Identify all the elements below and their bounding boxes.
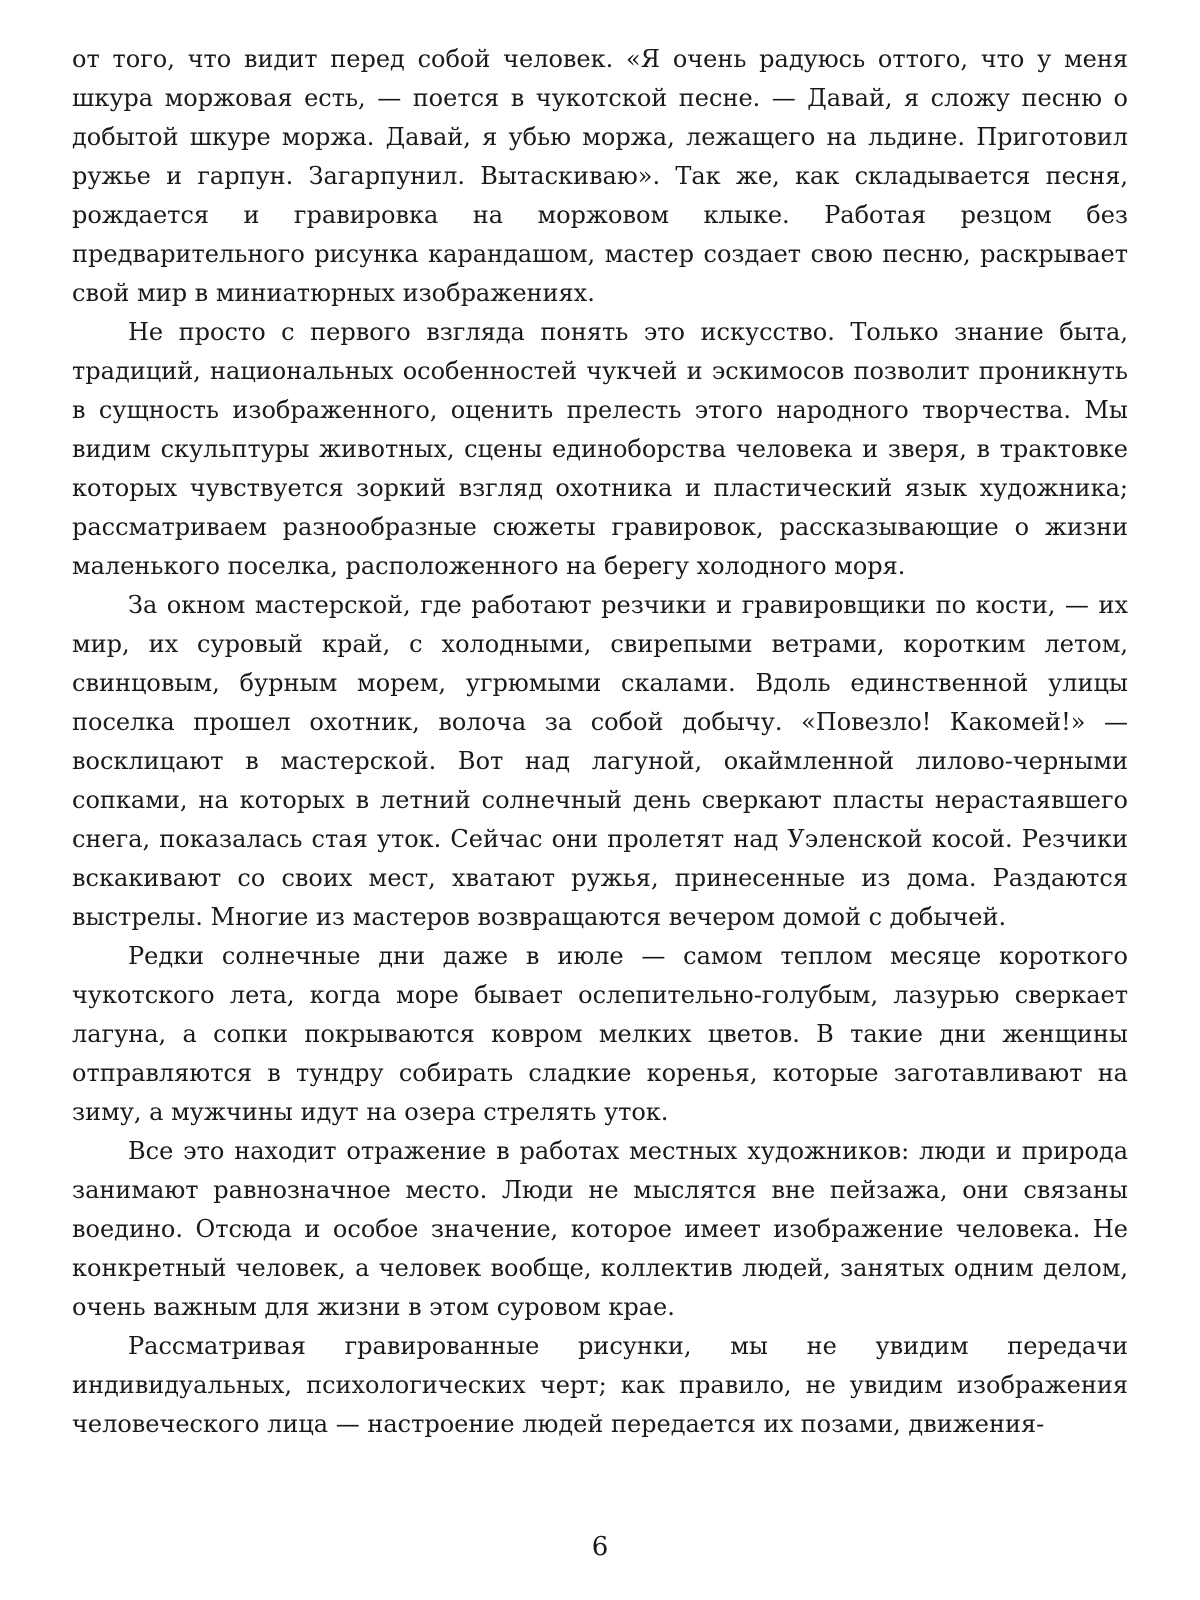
page-body	[72, 40, 1128, 1444]
paragraph-4: Редки солнечные дни даже в июле — самом теплом месяце короткого чукотского лета, когда море бывает ослепительно-голубым, лазурью сверкает лагуна, а сопки покрываются ковром мелких цветов. В такие дни женщины отправляются в тундру собирать сладкие коренья, которые заготавливают на зиму, а мужчины идут на озера стрелять уток.	[72, 942, 1128, 1126]
page-number: 6	[591, 1532, 609, 1562]
paragraph-2: Не просто с первого взгляда понять это искусство. Только знание быта, традиций, национальных особенностей чукчей и эскимосов позволит проникнуть в сущность изображенного, оценить прелесть этого народного творчества. Мы видим скульптуры животных, сцены единоборства человека и зверя, в трактовке которых чувствуется зоркий взгляд охотника и пластический язык художника; рассматриваем разнообразные сюжеты гравировок, рассказывающие о жизни маленького поселка, расположенного на берегу холодного моря.	[72, 318, 1128, 580]
paragraph-5: Все это находит отражение в работах местных художников: люди и природа занимают равнозначное место. Люди не мыслятся вне пейзажа, они связаны воедино. Отсюда и особое значение, которое имеет изображение человека. Не конкретный человек, а человек вообще, коллектив людей, занятых одним делом, очень важным для жизни в этом суровом крае.	[72, 1137, 1128, 1321]
paragraph-1: от того, что видит перед собой человек. «Я очень радуюсь оттого, что у меня шкура моржовая есть, — поется в чукотской песне. — Давай, я сложу песню о добытой шкуре моржа. Давай, я убью моржа, лежащего на льдине. Приготовил ружье и гарпун. Загарпунил. Вытаскиваю». Так же, как складывается песня, рождается и гравировка на моржовом клыке. Работая резцом без предварительного рисунка карандашом, мастер создает свою песню, раскрывает свой мир в миниатюрных изображениях.	[72, 45, 1128, 307]
paragraph-3: За окном мастерской, где работают резчики и гравировщики по кости, — их мир, их суровый край, с холодными, свирепыми ветрами, коротким летом, свинцовым, бурным морем, угрюмыми скалами. Вдоль единственной улицы поселка прошел охотник, волоча за собой добычу. «Повезло! Какомей!» — восклицают в мастерской. Вот над лагуной, окаймленной лилово-черными сопками, на которых в летний солнечный день сверкают пласты нерастаявшего снега, показалась стая уток. Сейчас они пролетят над Уэленской косой. Резчики вскакивают со своих мест, хватают ружья, принесенные из дома. Раздаются выстрелы. Многие из мастеров возвращаются вечером домой с добычей.	[72, 591, 1128, 931]
paragraph-6: Рассматривая гравированные рисунки, мы не увидим передачи индивидуальных, психологических черт; как правило, не увидим изображения человеческого лица — настроение людей передается их позами, движения-	[72, 1332, 1128, 1438]
